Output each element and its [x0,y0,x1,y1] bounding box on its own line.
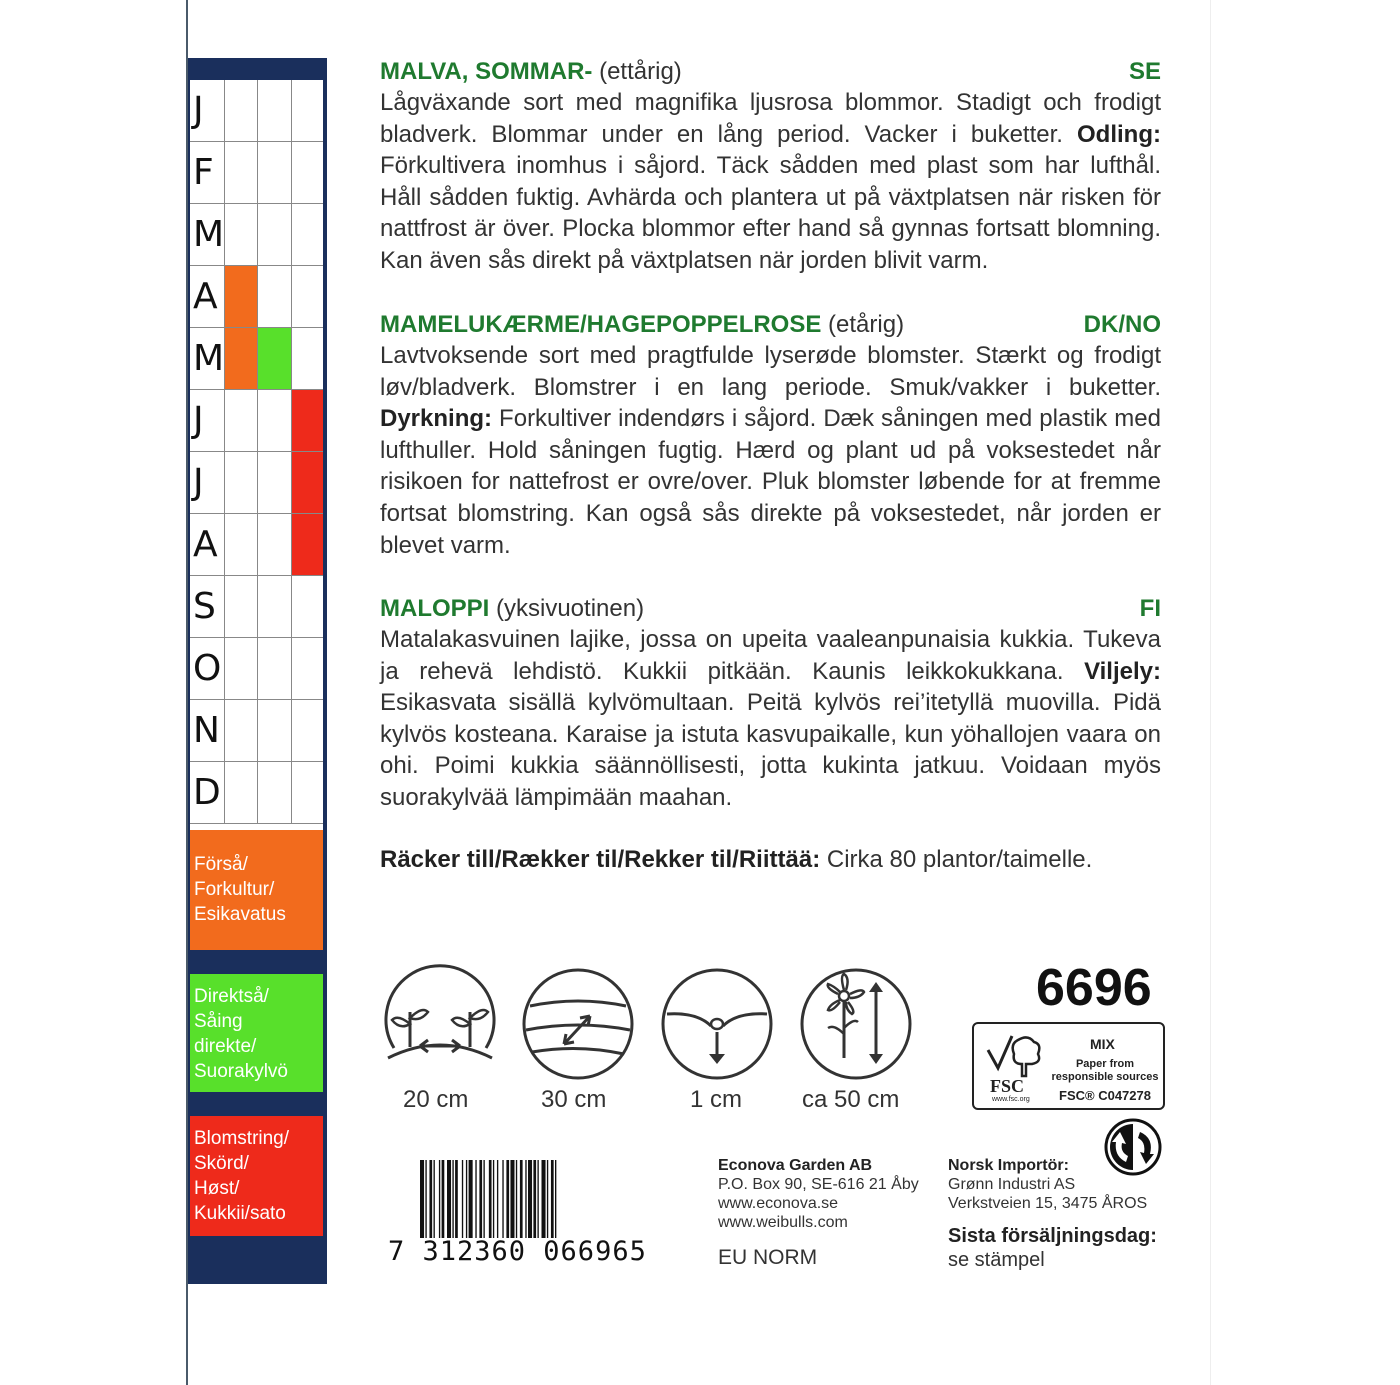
calendar-month-row [190,80,323,142]
legend-sow-indoor [190,830,323,950]
calendar-cell [225,638,258,700]
calendar-month-row [190,390,323,452]
month-letter: F [193,152,214,193]
calendar-cell [258,576,292,638]
barcode-bar [502,1160,503,1238]
month-cell [190,700,225,762]
month-cell [190,452,225,514]
fsc-code: FSC® C047278 [1059,1088,1151,1103]
barcode-bar [551,1160,554,1238]
barcode-bar [442,1160,445,1238]
calendar-cell [225,328,258,390]
barcode-bar [439,1160,440,1238]
calendar-cell [258,514,292,576]
legend-line: Forkultur/ [194,879,275,900]
section-title: MALOPPI [380,595,490,622]
barcode-bar [493,1160,494,1238]
month-cell [190,142,225,204]
keyword: Dyrkning: [380,405,493,433]
calendar-cell [225,700,258,762]
calendar-cell [258,638,292,700]
barcode-bar [429,1160,432,1238]
section-body [380,340,1161,561]
barcode-bar [462,1160,463,1238]
section-heading [380,593,1161,624]
calendar-cell [292,80,323,142]
month-letter: J [193,400,204,441]
section-note: (yksivuotinen) [489,595,645,622]
plant-height-icon [796,962,916,1082]
coverage-label: Räcker till/Rækker til/Rekker til/Riittää: [380,846,821,873]
calendar-cell [292,452,323,514]
plant-height-label: ca 50 cm [802,1086,900,1113]
barcode-bar [466,1160,467,1238]
legend-line: Høst/ [194,1178,240,1199]
section-title: MAMELUKÆRME/HAGEPOPPELROSE [380,311,822,338]
barcode [418,1160,678,1238]
calendar-month-row [190,266,323,328]
company-name: Econova Garden AB [718,1157,873,1174]
barcode-bar [479,1160,482,1238]
calendar-cell [292,142,323,204]
calendar-cell [292,638,323,700]
calendar-cell [258,80,292,142]
barcode-bar [455,1160,458,1238]
barcode-bar [434,1160,435,1238]
calendar-cell [292,204,323,266]
month-letter: N [193,710,220,751]
month-letter: A [193,276,218,317]
month-letter: J [193,462,204,503]
barcode-bar [497,1160,498,1238]
month-cell [190,762,225,824]
calendar-month-row [190,700,323,762]
body-text: Förkultivera inomhus i såjord. Täck sådden med plast som har lufthål. Håll sådden fuktig. Avhärda och plantera ut på växtplatsen när risken för nattfrost är över. Plocka blommor efter hand så gynnas fortsatt blomning. Kan även sås direkt på växtplatsen när jorden blivit varm. [380,152,1161,274]
fsc-description [1050,1058,1160,1084]
calendar-cell [258,390,292,452]
month-cell [190,514,225,576]
barcode-bar [528,1160,532,1238]
importer-name: Grønn Industri AS [948,1176,1076,1193]
calendar-cell [292,762,323,824]
legend-bloom [190,1116,323,1236]
seed-coverage [380,846,1092,874]
section-body [380,87,1161,277]
sowing-calendar [188,58,327,1284]
barcode-bar [420,1160,424,1238]
section-note: (etårig) [821,311,905,338]
language-code: FI [1139,595,1161,622]
sowing-depth-icon [657,962,777,1082]
month-letter: J [193,90,204,131]
coverage-value: Cirka 80 plantor/taimelle. [820,846,1093,873]
calendar-cell [258,328,292,390]
barcode-bar [520,1160,523,1238]
calendar-cell [225,204,258,266]
body-text: Forkultiver indendørs i såjord. Dæk såningen med plastik med lufthuller. Hold såningen fugtig. Hærd og plant ud på voksestedet når risikoen for nattefrost er ovre/over. Pluk blomster løbende for at fremme fortsat blomstring. Kan også sås direkte på voksestedet, når jorden er blevet varm. [380,405,1161,559]
legend-line: Direktså/ [194,986,269,1007]
calendar-month-row [190,762,323,824]
section-note: (ettårig) [592,58,682,85]
barcode-bar [525,1160,526,1238]
month-cell [190,638,225,700]
section-heading [380,56,1161,87]
last-sale-value: se stämpel [948,1249,1045,1271]
legend-line: Suorakylvö [194,1061,288,1082]
month-letter: S [193,586,216,627]
month-cell [190,80,225,142]
calendar-cell [258,762,292,824]
calendar-cell [258,204,292,266]
section-se [380,56,1161,277]
body-text: Esikasvata sisällä kylvömultaan. Peitä kylvös rei’itetyllä muovilla. Pidä kylvös kosteana. Karaise ja istuta kasvupaikalle, kun yöhallojen vaara on ohi. Poimi kukkia säännöllisesti, jotta kukinta jatkuu. Voidaan myös suorakylvää lämpimään maahan. [380,689,1161,811]
section-body [380,624,1161,814]
calendar-cell [292,266,323,328]
legend-sow-direct [190,974,323,1092]
calendar-cell [225,390,258,452]
month-letter: O [193,648,222,689]
calendar-cell [292,700,323,762]
calendar-cell [292,390,323,452]
calendar-grid [190,80,323,866]
calendar-cell [258,142,292,204]
calendar-month-row [190,204,323,266]
calendar-cell [225,762,258,824]
calendar-cell [258,266,292,328]
importer-address: Verkstveien 15, 3475 ÅROS [948,1195,1148,1212]
month-cell [190,576,225,638]
barcode-bar [447,1160,451,1238]
legend-line: Förså/ [194,854,248,875]
calendar-cell [225,452,258,514]
fsc-url: www.fsc.org [992,1096,1030,1103]
month-cell [190,204,225,266]
month-letter: D [193,772,221,813]
calendar-month-row [190,638,323,700]
fsc-mix: MIX [1090,1036,1115,1052]
barcode-bar [452,1160,453,1238]
calendar-cell [258,452,292,514]
plant-spacing-icon [380,962,500,1082]
language-code: SE [1128,58,1161,85]
calendar-cell [225,576,258,638]
barcode-bar [533,1160,536,1238]
calendar-cell [292,328,323,390]
row-spacing-label: 30 cm [541,1086,607,1113]
company-web: www.econova.se [718,1195,839,1212]
barcode-bar [555,1160,556,1238]
barcode-bar [483,1160,484,1238]
barcode-bar [537,1160,538,1238]
legend-line: direkte/ [194,1036,257,1057]
month-letter: A [193,524,218,565]
month-cell [190,266,225,328]
month-letter: M [193,338,225,379]
legend-line: Kukkii/sato [194,1203,286,1224]
body-text: Matalakasvuinen lajike, jossa on upeita vaaleanpunaisia kukkia. Tukeva ja rehevä lehdistö. Kukkii pitkään. Kaunis leikkokukkana. [380,626,1161,685]
section-title: MALVA, SOMMAR- [380,58,593,85]
barcode-bar [475,1160,476,1238]
body-text: Lavtvoksende sort med pragtfulde lyserøde blomster. Stærkt og frodigt løv/bladverk. Blomstrer i en lang periode. Smuk/vakker i buketter. [380,342,1161,401]
barcode-bar [547,1160,548,1238]
fsc-word: FSC [990,1076,1025,1096]
barcode-digits: 7 312360 066965 [388,1236,647,1267]
month-letter: M [193,214,225,255]
month-cell [190,390,225,452]
green-dot-recycle-icon [1104,1118,1162,1176]
eu-norm: EU NORM [718,1246,818,1269]
calendar-cell [225,80,258,142]
calendar-cell [258,700,292,762]
last-sale-date [948,1224,1157,1272]
calendar-month-row [190,452,323,514]
page-edge [1210,0,1211,1385]
barcode-bar [425,1160,426,1238]
section-heading [380,309,1161,340]
section-fi [380,593,1161,814]
section-dk-no [380,309,1161,561]
barcode-bar [510,1160,514,1238]
keyword: Odling: [1077,120,1161,148]
calendar-month-row [190,576,323,638]
row-spacing-icon [518,962,638,1082]
company-web: www.weibulls.com [718,1214,848,1231]
calendar-month-row [190,142,323,204]
importer-label: Norsk Importör: [948,1157,1069,1174]
legend-line: Blomstring/ [194,1128,290,1149]
fsc-line: Paper from [1075,1058,1135,1070]
calendar-cell [292,514,323,576]
sowing-depth-label: 1 cm [690,1086,743,1113]
barcode-bar [506,1160,509,1238]
company-address: P.O. Box 90, SE-616 21 Åby [718,1176,919,1193]
calendar-month-row [190,514,323,576]
calendar-month-row [190,328,323,390]
barcode-bar [489,1160,492,1238]
legend-line: Såing [194,1011,243,1032]
calendar-cell [292,576,323,638]
legend-line: Esikavatus [194,904,286,925]
barcode-bar [469,1160,473,1238]
company-info [718,1156,919,1232]
barcode-bar [542,1160,546,1238]
body-text: Lågväxande sort med magnifika ljusrosa blommor. Stadigt och frodigt bladverk. Blommar under en lång period. Vacker i buketter. [380,89,1161,148]
plant-spacing-label: 20 cm [403,1086,469,1113]
fsc-label [972,1022,1165,1110]
calendar-cell [225,514,258,576]
last-sale-label: Sista försäljningsdag: [948,1225,1157,1247]
keyword: Viljely: [1084,657,1161,685]
language-code: DK/NO [1083,311,1161,338]
fsc-line: responsible sources [1051,1071,1159,1083]
calendar-cell [225,266,258,328]
article-number: 6696 [1036,959,1152,1017]
month-cell [190,328,225,390]
calendar-cell [225,142,258,204]
barcode-bar [516,1160,517,1238]
legend-line: Skörd/ [194,1153,249,1174]
